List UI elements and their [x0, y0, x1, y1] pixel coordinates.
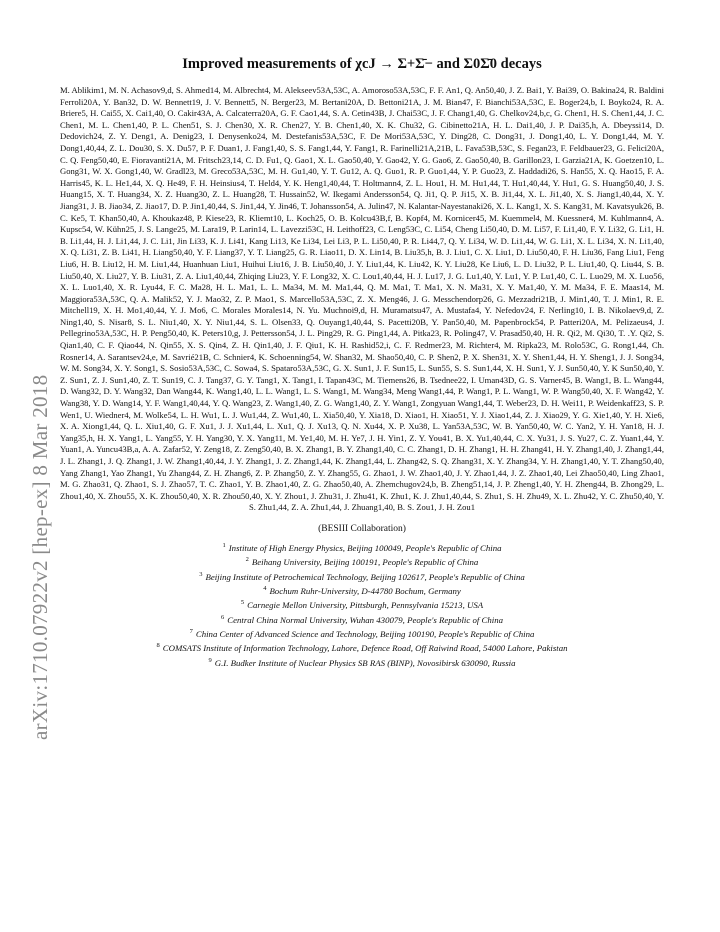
affiliation-text: China Center of Advanced Science and Technology, Beijing 100190, People's Republic of China: [195, 628, 535, 639]
affiliation-text: G.I. Budker Institute of Nuclear Physics SB RAS (BINP), Novosibirsk 630090, Russia: [214, 657, 516, 668]
author-list: M. Ablikim1, M. N. Achasov9,d, S. Ahmed14, M. Albrecht4, M. Alekseev53A,53C, A. Amoroso53A,53C, F. F. An1, Q. An50,40, J. Z. Bai1, Y. Bai39, O. Bakina24, R. Baldini Ferroli20A, Y. Ban32, D. W. Bennett19, J. V. Bennett5, N. Berger23, M. Bertani20A, D. Bettoni21A, J. M. Bian47, F. Bianchi53A,53C, E. Boger24,b, I. Boyko24, R. A. Briere5, H. Cai55, X. Cai1,40, O. Cakir43A, A. Calcaterra20A, G. F. Cao1,44, S. A. Cetin43B, J. Chai53C, J. F. Chang1,40, G. Chelkov24,b,c, G. Chen1, H. S. Chen1,44, J. C. Chen1, M. L. Chen1,40, P. L. Chen51, S. J. Chen30, X. R. Chen27, Y. B. Chen1,40, X. K. Chu32, G. Cibinetto21A, H. L. Dai1,40, J. P. Dai35,h, A. Dbeyssi14, D. Dedovich24, Z. Y. Deng1, A. Denig23, I. Denysenko24, M. Destefanis53A,53C, F. De Mori53A,53C, Y. Ding28, C. Dong31, J. Dong1,40, L. Y. Dong1,44, M. Y. Dong1,40,44, Z. L. Dou30, S. X. Du57, P. F. Duan1, J. Fang1,40, S. S. Fang1,44, Y. Fang1, R. Farinelli21A,21B, L. Fava53B,53C, S. Fegan23, F. Feldbauer23, G. Felici20A, C. Q. Feng50,40, E. Fioravanti21A, M. Fritsch23,14, C. D. Fu1, Q. Gao1, X. L. Gao50,40, Y. Gao42, Y. G. Gao6, Z. Gao50,40, B. Garillon23, I. Garzia21A, K. Goetzen10, L. Gong31, W. X. Gong1,40, W. Gradl23, M. Greco53A,53C, M. H. Gu1,40, Y. T. Gu12, A. Q. Guo1, R. P. Guo1,44, Y. P. Guo23, Z. Haddadi26, S. Han55, X. Q. Hao15, F. A. Harris45, K. L. He1,44, X. Q. He49, F. H. Heinsius4, T. Held4, Y. K. Heng1,40,44, T. Holtmann4, Z. L. Hou1, H. M. Hu1,44, T. Hu1,40,44, Y. Hu1, G. S. Huang50,40, J. S. Huang15, X. T. Huang34, X. Z. Huang30, Z. L. Huang28, T. Hussain52, W. Ikegami Andersson54, Q. Ji1, Q. P. Ji15, X. B. Ji1,44, X. L. Ji1,40, X. S. Jiang1,40,44, X. Y. Jiang31, J. B. Jiao34, Z. Jiao17, D. P. Jin1,40,44, S. Jin1,44, Y. Jin46, T. Johansson54, A. Julin47, N. Kalantar-Nayestanaki26, X. L. Kang1, X. S. Kang31, M. Kavatsyuk26, B. C. Ke5, T. Khan50,40, A. Khoukaz48, P. Kiese23, R. Kliemt10, L. Koch25, O. B. Kolcu43B,f, B. Kopf4, M. Kornicer45, M. Kuemmel4, M. Kuessner4, M. Kuhlmann4, A. Kupsc54, W. Kühn25, J. S. Lange25, M. Lara19, P. Larin14, L. Lavezzi53C, H. Leithoff23, C. Leng53C, C. Li54, Cheng Li50,40, D. M. Li57, F. Li1,40, F. Y. Li32, G. Li1, H. B. Li1,44, H. J. Li1,44, J. C. Li1, Jin Li33, K. J. Li41, Kang Li13, Ke Li34, Lei Li3, P. L. Li50,40, P. R. Li44,7, Q. Y. Li34, W. D. Li1,44, W. G. Li1, X. L. Li34, X. N. Li1,40, X. Q. Li31, Z. B. Li41, H. Liang50,40, Y. F. Liang37, Y. T. Liang25, G. R. Liao11, D. X. Lin14, B. Liu35,h, B. J. Liu1, C. X. Liu1, D. Liu50,40, F. H. Liu36, Fang Liu1, Feng Liu6, H. B. Liu12, H. M. Liu1,44, Huanhuan Liu1, Huihui Liu16, J. B. Liu50,40, J. Y. Liu1,44, K. Liu42, K. Y. Liu28, Ke Liu6, L. D. Liu32, P. L. Liu1,40, Q. Liu44, S. B. Liu50,40, X. Liu27, Y. B. Liu31, Z. A. Liu1,40,44, Zhiqing Liu23, Y. F. Long32, X. C. Lou1,40,44, H. J. Lu17, J. G. Lu1,40, Y. Lu1, Y. P. Lu1,40, C. L. Luo29, M. X. Luo56, X. L. Luo1,40, X. R. Lyu44, F. C. Ma28, H. L. Ma1, L. L. Ma34, M. M. Ma1,44, Q. M. Ma1, T. Ma1, X. N. Ma31, X. Y. Ma1,40, Y. M. Ma34, F. E. Maas14, M. Maggiora53A,53C, Q. A. Malik52, Y. J. Mao32, Z. P. Mao1, S. Marcello53A,53C, Z. X. Meng46, J. G. Messchendorp26, G. Mezzadri21B, J. Min1,40, T. J. Min1, R. E. Mitchell19, X. H. Mo1,40,44, Y. J. Mo6, C. Morales Morales14, N. Yu. Muchnoi9,d, H. Muramatsu47, A. Mustafa4, Y. Nefedov24, F. Nerling10, I. B. Nikolaev9,d, Z. Ning1,40, S. Nisar8, S. L. Niu1,40, X. Y. Niu1,44, S. L. Olsen33, Q. Ouyang1,40,44, S. Pacetti20B, Y. Pan50,40, M. Papenbrock54, P. Patteri20A, M. Pelizaeus4, J. Pellegrino53A,53C, H. P. Peng50,40, K. Peters10,g, J. Pettersson54, J. L. Ping29, R. G. Ping1,44, A. Pitka23, R. Poling47, V. Prasad50,40, H. R. Qi2, M. Qi30, T. .Y. Qi2, S. Qian1,40, C. F. Qiao44, N. Qin55, X. S. Qin4, Z. H. Qin1,40, J. F. Qiu1, K. H. Rashid52,i, C. F. Redmer23, M. Richter4, M. Ripka23, M. Rolo53C, G. Rong1,44, Ch. Rosner14, A. Sarantsev24,e, M. Savrié21B, C. Schnier4, K. Schoenning54, W. Shan32, M. Shao50,40, C. P. Shen2, P. X. Shen31, X. Y. Shen1,44, H. Y. Sheng1, J. J. Song34, W. M. Song34, X. Y. Song1, S. Sosio53A,53C, C. Sowa4, S. Spataro53A,53C, G. X. Sun1, J. F. Sun15, L. Sun55, S. S. Sun1,44, X. H. Sun1, Y. J. Sun50,40, Y. K Sun50,40, Y. Z. Sun1, Z. J. Sun1,40, Z. T. Sun19, C. J. Tang37, G. Y. Tang1, X. Tang1, I. Tapan43C, M. Tiemens26, B. Tsednee22, I. Uman43D, G. S. Varner45, B. Wang1, B. L. Wang44, D. Wang32, D. Y. Wang32, Dan Wang44, K. Wang1,40, L. L. Wang1, L. S. Wang1, M. Wang34, Meng Wang1,44, P. Wang1, P. L. Wang1, W. P. Wang50,40, X. F. Wang42, Y. Wang38, Y. D. Wang14, Y. F. Wang1,40,44, Y. Q. Wang23, Z. Wang1,40, Z. G. Wang1,40, Z. Y. Wang1, Zongyuan Wang1,44, T. Weber23, D. H. Wei11, P. Weidenkaff23, S. P. Wen1, U. Wiedner4, M. Wolke54, L. H. Wu1, L. J. Wu1,44, Z. Wu1,40, L. Xia50,40, Y. Xia18, D. Xiao1, H. Xiao51, Y. J. Xiao1,44, Z. J. Xiao29, Y. G. Xie1,40, Y. H. Xie6, X. A. Xiong1,44, Q. L. Xiu1,40, G. F. Xu1, J. J. Xu1,44, L. Xu1, Q. J. Xu13, Q. N. Xu44, X. P. Xu38, L. Yan53A,53C, W. B. Yan50,40, W. C. Yan2, Y. H. Yan18, H. J. Yang35,h, H. X. Yang1, L. Yang55, Y. H. Yang30, Y. X. Yang11, M. Ye1,40, M. H. Ye7, J. H. Yin1, Z. Y. You41, B. X. Yu1,40,44, C. X. Yu31, J. S. Yu27, C. Z. Yuan1,44, Y. Yuan1, A. Yuncu43B,a, A. A. Zafar52, Y. Zeng18, Z. Zeng50,40, B. X. Zhang1, B. Y. Zhang1,40, C. C. Zhang1, D. H. Zhang1, H. H. Zhang41, H. Y. Zhang1,40, J. Zhang1,44, J. L. Zhang1, J. Q. Zhang1, J. W. Zhang1,40,44, J. Y. Zhang1, J. Z. Zhang1,44, K. Zhang1,44, L. Zhang42, S. Q. Zhang31, X. Y. Zhang34, Y. H. Zhang1,40, Y. T. Zhang50,40, Yang Zhang1, Yao Zhang1, Yu Zhang44, Z. H. Zhang6, Z. P. Zhang50, Z. Y. Zhang55, G. Zhao1, J. W. Zhao1,40, J. Y. Zhao1,44, J. Z. Zhao1,40, Lei Zhao50,40, Ling Zhao1, M. G. Zhao31, Q. Zhao1, S. J. Zhao57, T. C. Zhao1, Y. B. Zhao1,40, Z. G. Zhao50,40, A. Zhemchugov24,b, B. Zheng51,14, J. P. Zheng1,40, Y. H. Zheng44, B. Zhong29, L. Zhou1,40, X. Zhou55, X. K. Zhou50,40, X. R. Zhou50,40, X. Y. Zhou1, J. Zhu31, J. Zhu41, K. Zhu1, K. J. Zhu1,40,44, S. Zhu1, S. H. Zhu49, X. L. Zhu42, Y. C. Zhu50,40, Y. S. Zhu1,44, Z. A. Zhu1,44, J. Zhuang1,40, B. S. Zou1, J. H. Zou1: [60, 85, 664, 513]
arxiv-identifier-stamp: [8, 300, 52, 740]
affiliation-text: Beihang University, Beijing 100191, People's Republic of China: [251, 557, 479, 568]
paper-title: Improved measurements of χcJ → Σ+Σ̄− and Σ0Σ̄0 decays: [182, 56, 542, 72]
affiliation-number: 5: [240, 599, 245, 607]
collaboration-name: (BESIII Collaboration): [318, 523, 406, 534]
affiliation-number: 7: [189, 627, 193, 635]
affiliation-item: [60, 583, 664, 597]
affiliation-text: Institute of High Energy Physics, Beijing 100049, People's Republic of China: [228, 542, 502, 553]
affiliation-number: 3: [199, 570, 203, 578]
affiliation-text: Central China Normal University, Wuhan 430079, People's Republic of China: [227, 614, 504, 625]
affiliation-text: Bochum Ruhr-University, D-44780 Bochum, Germany: [269, 585, 461, 596]
affiliation-number: 1: [222, 541, 226, 549]
affiliation-number: 4: [263, 584, 267, 592]
affiliation-text: Carnegie Mellon University, Pittsburgh, Pennsylvania 15213, USA: [247, 600, 484, 611]
affiliation-number: 8: [156, 642, 160, 650]
affiliation-text: COMSATS Institute of Information Technology, Lahore, Defence Road, Off Raiwind Road, 54000 Lahore, Pakistan: [162, 643, 568, 654]
paper-page: [60, 56, 664, 669]
affiliation-item: [60, 597, 664, 611]
affiliation-item: [60, 626, 664, 640]
affiliation-number: 6: [220, 613, 225, 621]
affiliation-item: [60, 640, 664, 654]
affiliation-item: [60, 569, 664, 583]
affiliation-item: [60, 612, 664, 626]
arxiv-identifier-text: arXiv:1710.07922v2 [hep-ex] 8 Mar 2018: [28, 374, 52, 740]
affiliation-number: 2: [245, 556, 249, 564]
affiliation-item: [60, 655, 664, 669]
affiliation-item: [60, 540, 664, 554]
affiliation-number: 9: [208, 656, 212, 664]
affiliation-list: [60, 540, 664, 669]
affiliation-text: Beijing Institute of Petrochemical Technology, Beijing 102617, People's Republic of China: [205, 571, 525, 582]
affiliation-item: [60, 554, 664, 568]
